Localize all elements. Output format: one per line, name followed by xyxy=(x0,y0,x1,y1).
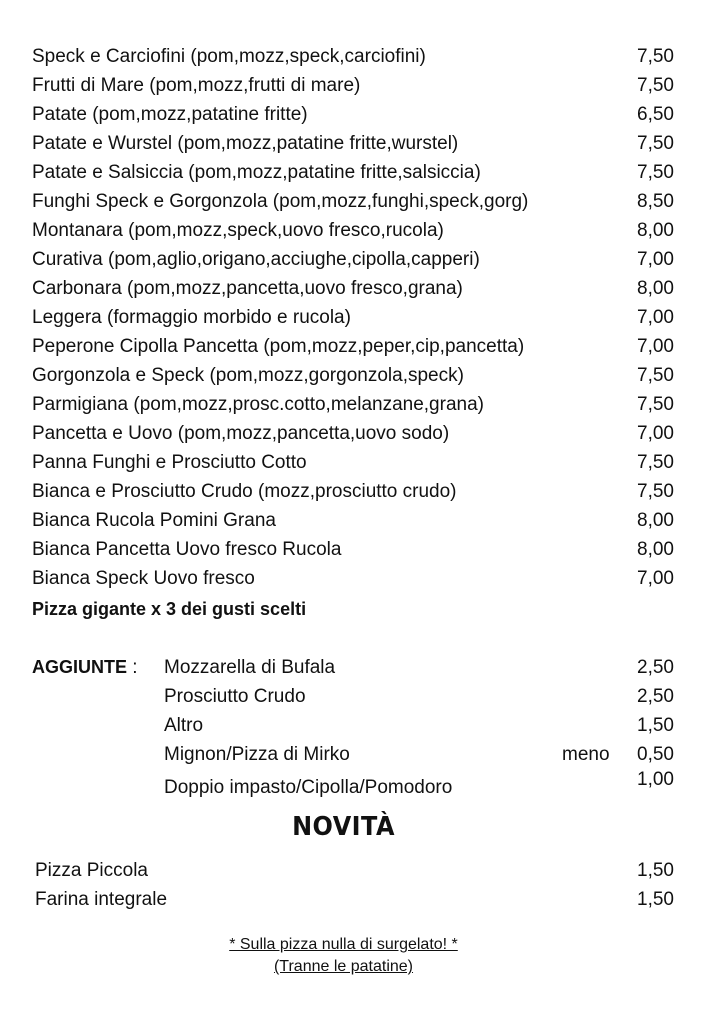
aggiunte-item-price: 2,50 xyxy=(637,686,674,707)
menu-item xyxy=(32,506,676,535)
menu-item-name: Carbonara (pom,mozz,pancetta,uovo fresco,grana) xyxy=(32,278,463,299)
menu-item-name: Frutti di Mare (pom,mozz,frutti di mare) xyxy=(32,75,361,96)
menu-item-name: Speck e Carciofini (pom,mozz,speck,carciofini) xyxy=(32,46,426,67)
menu-item-price: 8,50 xyxy=(637,191,674,212)
footnote xyxy=(0,934,687,978)
menu-item-name: Leggera (formaggio morbido e rucola) xyxy=(32,307,351,328)
menu-item-price: 7,00 xyxy=(637,307,674,328)
menu-item xyxy=(32,274,676,303)
menu-item-price: 7,50 xyxy=(637,481,674,502)
menu-item-name: Patate e Wurstel (pom,mozz,patatine fritte,wurstel) xyxy=(32,133,459,154)
menu-item-name: Montanara (pom,mozz,speck,uovo fresco,rucola) xyxy=(32,220,444,241)
menu-item xyxy=(32,564,676,593)
menu-item-price: 7,50 xyxy=(637,452,674,473)
menu-item-name: Curativa (pom,aglio,origano,acciughe,cipolla,capperi) xyxy=(32,249,480,270)
menu-item-name: Patate (pom,mozz,patatine fritte) xyxy=(32,104,308,125)
menu-item xyxy=(32,129,676,158)
aggiunte-separator: : xyxy=(127,657,138,678)
menu-item-name: Gorgonzola e Speck (pom,mozz,gorgonzola,speck) xyxy=(32,365,464,386)
menu-item-price: 8,00 xyxy=(637,510,674,531)
footnote-line-1: * Sulla pizza nulla di surgelato! * xyxy=(229,936,458,953)
menu-item-name: Bianca Rucola Pomini Grana xyxy=(32,510,276,531)
menu-item-price: 8,00 xyxy=(637,278,674,299)
aggiunte-item-price: 0,50 xyxy=(637,744,674,765)
aggiunte-item-name: Prosciutto Crudo xyxy=(164,686,306,707)
menu-item xyxy=(32,535,676,564)
menu-item-name: Pancetta e Uovo (pom,mozz,pancetta,uovo sodo) xyxy=(32,423,450,444)
menu-item xyxy=(32,100,676,129)
menu-item xyxy=(32,332,676,361)
aggiunte-item-price: 1,50 xyxy=(637,715,674,736)
novita-item xyxy=(35,856,676,885)
menu-item xyxy=(32,71,676,100)
pizza-menu-list xyxy=(32,42,676,593)
menu-item-price: 7,00 xyxy=(637,568,674,589)
aggiunte-list xyxy=(164,653,676,798)
menu-item-price: 7,00 xyxy=(637,249,674,270)
footnote-line-2: (Tranne le patatine) xyxy=(273,958,414,975)
menu-item-name: Funghi Speck e Gorgonzola (pom,mozz,funghi,speck,gorg) xyxy=(32,191,529,212)
menu-item xyxy=(32,448,676,477)
menu-item xyxy=(32,245,676,274)
menu-item xyxy=(32,477,676,506)
pizza-gigante-note: Pizza gigante x 3 dei gusti scelti xyxy=(32,599,307,619)
menu-item-price: 7,00 xyxy=(637,423,674,444)
novita-list xyxy=(35,856,676,914)
menu-item xyxy=(32,390,676,419)
menu-item-price: 6,50 xyxy=(637,104,674,125)
aggiunte-item-prefix: meno xyxy=(562,744,610,765)
novita-item xyxy=(35,885,676,914)
novita-title: NOVITÀ xyxy=(292,812,395,842)
aggiunte-item-price: 1,00 xyxy=(637,769,674,790)
aggiunte-item xyxy=(164,769,676,798)
menu-item xyxy=(32,187,676,216)
novita-item-price: 1,50 xyxy=(637,889,674,910)
menu-item-name: Parmigiana (pom,mozz,prosc.cotto,melanzane,grana) xyxy=(32,394,484,415)
aggiunte-item xyxy=(164,653,676,682)
menu-item xyxy=(32,419,676,448)
aggiunte-item-name: Mozzarella di Bufala xyxy=(164,657,336,678)
menu-item-price: 7,00 xyxy=(637,336,674,357)
aggiunte-item xyxy=(164,682,676,711)
aggiunte-item-name: Doppio impasto/Cipolla/Pomodoro xyxy=(164,777,453,798)
menu-item-price: 7,50 xyxy=(637,162,674,183)
menu-item-name: Peperone Cipolla Pancetta (pom,mozz,peper,cip,pancetta) xyxy=(32,336,525,357)
menu-item-name: Bianca e Prosciutto Crudo (mozz,prosciutto crudo) xyxy=(32,481,457,502)
aggiunte-label: AGGIUNTE xyxy=(32,657,128,677)
aggiunte-item xyxy=(164,711,676,740)
menu-item-price: 7,50 xyxy=(637,46,674,67)
menu-item-price: 7,50 xyxy=(637,394,674,415)
aggiunte-heading xyxy=(32,653,138,682)
menu-item xyxy=(32,158,676,187)
menu-item-price: 7,50 xyxy=(637,75,674,96)
menu-item xyxy=(32,216,676,245)
novita-item-price: 1,50 xyxy=(637,860,674,881)
menu-item-name: Bianca Pancetta Uovo fresco Rucola xyxy=(32,539,342,560)
menu-item xyxy=(32,303,676,332)
novita-item-name: Farina integrale xyxy=(35,889,168,910)
menu-item xyxy=(32,361,676,390)
aggiunte-item-name: Mignon/Pizza di Mirko xyxy=(164,744,350,765)
menu-item-price: 8,00 xyxy=(637,220,674,241)
menu-item-price: 7,50 xyxy=(637,365,674,386)
menu-item-name: Bianca Speck Uovo fresco xyxy=(32,568,255,589)
aggiunte-item xyxy=(164,740,676,769)
aggiunte-item-price: 2,50 xyxy=(637,657,674,678)
menu-item-price: 8,00 xyxy=(637,539,674,560)
menu-item xyxy=(32,42,676,71)
novita-item-name: Pizza Piccola xyxy=(35,860,148,881)
aggiunte-item-name: Altro xyxy=(164,715,204,736)
menu-item-price: 7,50 xyxy=(637,133,674,154)
menu-item-name: Patate e Salsiccia (pom,mozz,patatine fritte,salsiccia) xyxy=(32,162,481,183)
menu-item-name: Panna Funghi e Prosciutto Cotto xyxy=(32,452,307,473)
